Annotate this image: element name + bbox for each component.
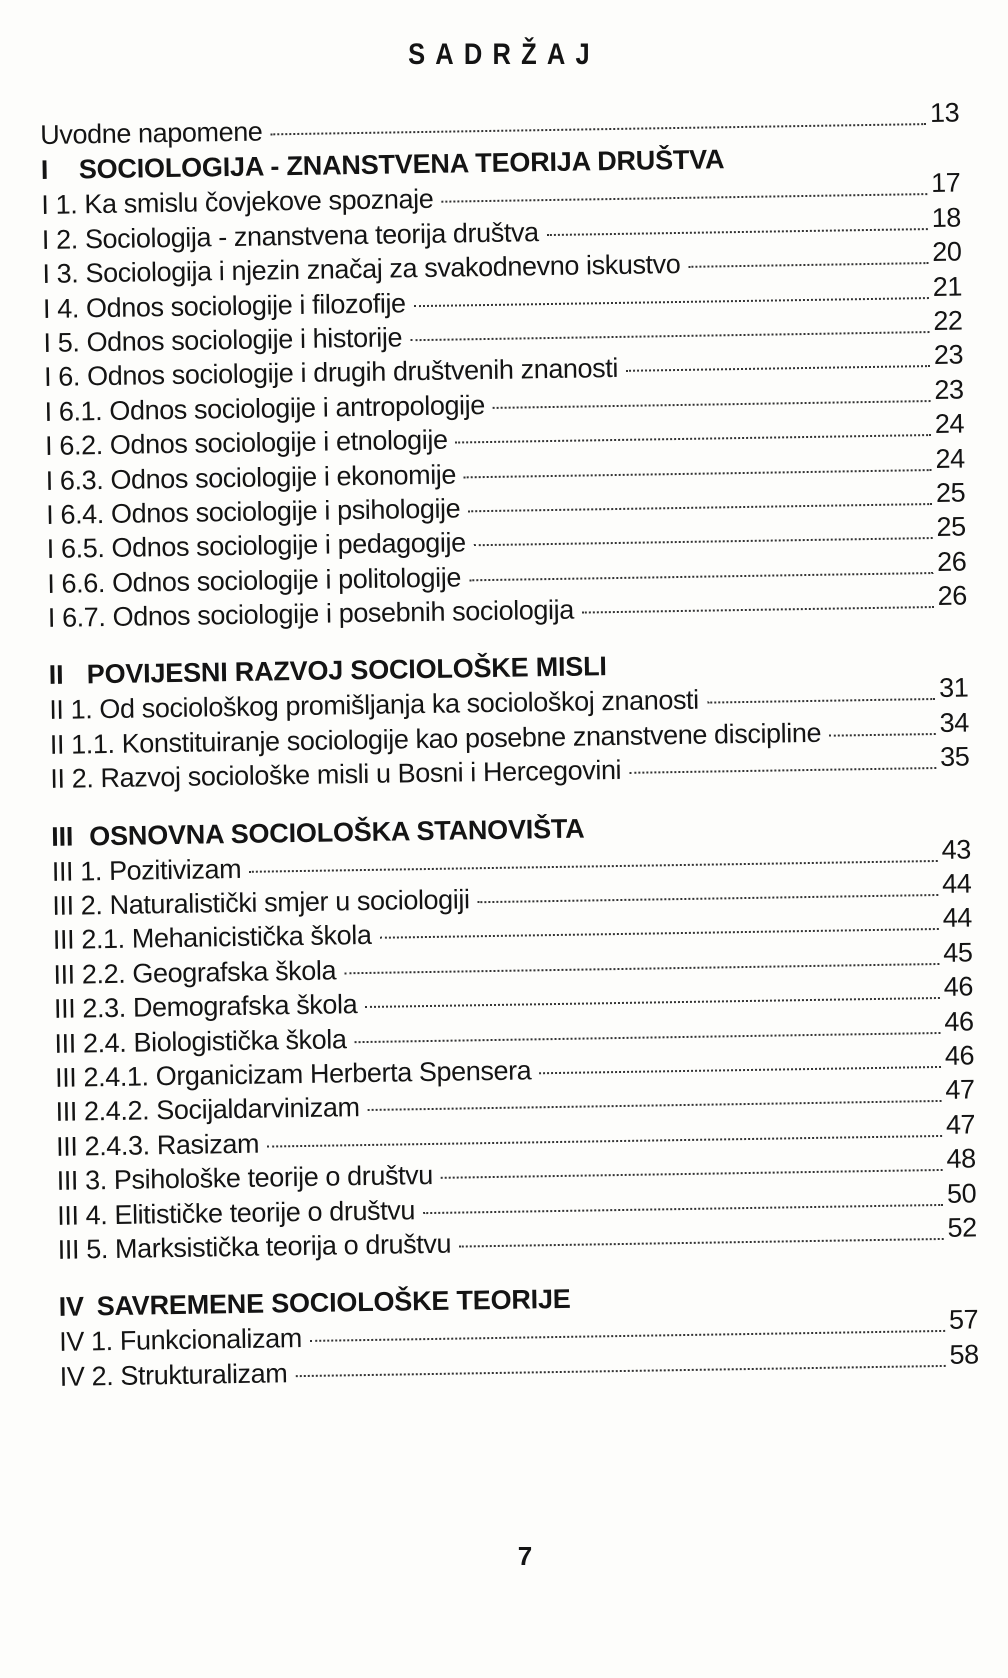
toc-entry-page: 26 [937, 580, 968, 612]
toc-entry-label: I 6.6. Odnos sociologije i politologije [47, 562, 462, 599]
toc-sections [41, 138, 990, 1394]
toc-entry-page: 46 [943, 971, 974, 1003]
dot-leader [829, 733, 936, 737]
dot-leader [441, 1169, 943, 1179]
dot-leader [688, 262, 928, 268]
toc-entry-page: 45 [942, 937, 973, 968]
dot-leader [410, 331, 929, 341]
section-heading-text: SAVREMENE SOCIOLOŠKE TEORIJE [96, 1284, 571, 1322]
toc-entry-label: III 3. Psihološke teorije o društvu [56, 1160, 434, 1197]
toc-entry-label: II 1.1. Konstituiranje sociologije kao posebne znanstvene discipline [49, 717, 822, 760]
dot-leader [474, 537, 933, 546]
toc-entry-label: I 3. Sociologija i njezin značaj za svakodnevno iskustvo [42, 249, 681, 290]
toc-entry-label: II 2. Razvoj sociološke misli u Bosni i Hercegovini [50, 755, 622, 795]
dot-leader [547, 228, 928, 236]
toc-entry-page: 35 [939, 741, 970, 773]
toc-entry-page: 31 [938, 672, 969, 704]
toc-entry-page: 47 [945, 1109, 976, 1140]
section-heading-text: SOCIOLOGIJA - ZNANSTVENA TEORIJA DRUŠTVA [78, 144, 725, 185]
dot-leader [626, 365, 930, 372]
dot-leader [310, 1330, 945, 1342]
dot-leader [459, 1238, 944, 1248]
toc-entry-label: I 2. Sociologija - znanstvena teorija društva [41, 216, 539, 255]
toc-entry-page: 52 [947, 1212, 978, 1243]
toc-entry-label: I 5. Odnos sociologije i historije [43, 322, 403, 358]
toc-entry-label: III 2.4.3. Rasizam [55, 1128, 260, 1162]
dot-leader [365, 997, 940, 1008]
toc-entry-page: 34 [939, 707, 970, 738]
toc-entry-label: III 2. Naturalistički smjer u sociologiji [52, 884, 470, 921]
dot-leader [441, 193, 927, 203]
toc-entry-label: I 6. Odnos sociologije i drugih društvenih znanosti [43, 353, 619, 393]
toc-entry-page: 23 [933, 339, 964, 371]
dot-leader [354, 1032, 940, 1043]
dot-leader [493, 400, 931, 409]
toc-entry-label: I 4. Odnos sociologije i filozofije [42, 287, 406, 324]
toc-entry-page: 24 [934, 408, 965, 440]
toc-entry-page: 18 [931, 202, 962, 233]
dot-leader [464, 469, 932, 478]
toc-entry-label: I 6.3. Odnos sociologije i ekonomije [45, 459, 457, 496]
toc-entry-page: 26 [936, 546, 967, 577]
toc-entry-page: 50 [946, 1177, 977, 1209]
toc-entry-page: 47 [945, 1074, 975, 1106]
toc-entry-label: I 6.5. Odnos sociologije i pedagogije [46, 527, 466, 565]
toc-entry-page: 17 [930, 167, 961, 199]
section-numeral: I [40, 155, 49, 186]
toc-entry-label: IV 1. Funkcionalizam [58, 1323, 303, 1358]
toc-entry-label: III 2.4.1. Organicizam Herberta Spensera [54, 1055, 532, 1093]
toc-entry-page: 22 [933, 305, 963, 336]
toc-entry-page: 44 [942, 902, 973, 934]
dot-leader [478, 894, 939, 903]
toc-entry-label: I 6.2. Odnos sociologije i etnologije [44, 424, 448, 462]
toc-entry-label: I 6.1. Odnos sociologije i antropologije [44, 389, 486, 427]
toc-entry-label: III 5. Marksistička teorija o društvu [57, 1228, 452, 1265]
toc-entry-label: II 1. Od sociološkog promišljanja ka sociološkoj znanosti [49, 685, 699, 726]
toc-entry-page: 25 [936, 511, 967, 543]
dot-leader [629, 767, 936, 774]
section-heading-text: POVIJESNI RAZVOJ SOCIOLOŠKE MISLI [86, 651, 607, 690]
toc-entry-page: 23 [934, 374, 964, 405]
toc-entry-page: 25 [935, 477, 966, 508]
section-numeral: IV [58, 1291, 85, 1323]
toc-entry-label: I 6.7. Odnos sociologije i posebnih sociologija [47, 594, 575, 634]
dot-leader [344, 963, 939, 974]
toc-entry-label: III 2.3. Demografska škola [53, 989, 358, 1025]
toc-entry-label: I 1. Ka smislu čovjekove spoznaje [41, 184, 434, 221]
section-numeral: III [51, 821, 74, 852]
dot-leader [469, 572, 933, 581]
toc-entry-page: 48 [946, 1143, 976, 1175]
toc-entry-page: 21 [932, 271, 963, 302]
dot-leader [379, 928, 938, 939]
dot-leader [582, 606, 934, 614]
toc-entry-page: 44 [941, 868, 972, 899]
dot-leader [270, 123, 926, 135]
toc-entry-label: III 2.1. Mehanicistička škola [52, 920, 372, 956]
toc-entry-page: 43 [941, 834, 972, 865]
dot-leader [707, 698, 935, 704]
dot-leader [423, 1203, 943, 1213]
section-numeral: II [48, 660, 64, 691]
toc-entry-label: I 6.4. Odnos sociologije i psihologije [45, 493, 461, 530]
dot-leader [539, 1066, 941, 1074]
dot-leader [468, 503, 932, 512]
toc-entry-label: III 2.4. Biologistička škola [54, 1023, 347, 1059]
toc-entry-label: III 1. Pozitivizam [51, 853, 242, 887]
toc-entry-label: III 4. Elitističke teorije o društvu [57, 1194, 416, 1231]
toc-entry-page: 46 [944, 1006, 974, 1037]
dot-leader [267, 1135, 942, 1148]
toc-entry-page: 20 [931, 236, 962, 268]
dot-leader [414, 297, 929, 307]
toc-entry-label: III 2.2. Geografska škola [53, 955, 337, 990]
dot-leader [456, 434, 932, 443]
toc-entry-page: 57 [948, 1304, 979, 1336]
section-heading-text: OSNOVNA SOCIOLOŠKA STANOVIŠTA [89, 813, 585, 851]
table-of-contents [40, 97, 990, 1394]
toc-entry-page: 24 [935, 443, 965, 474]
page-number: 7 [517, 1541, 533, 1571]
toc-entry-label: III 2.4.2. Socijaldarvinizam [55, 1092, 360, 1128]
toc-entry-label: IV 2. Strukturalizam [59, 1357, 288, 1392]
dot-leader [295, 1365, 945, 1377]
toc-entry-page: 13 [929, 97, 960, 129]
toc-entry-page: 58 [949, 1339, 980, 1370]
toc-entry-label: Uvodne napomene [40, 116, 263, 150]
dot-leader [368, 1100, 942, 1111]
toc-entry-page: 46 [944, 1040, 975, 1071]
page-title: SADRŽAJ [408, 38, 600, 71]
dot-leader [249, 860, 938, 873]
